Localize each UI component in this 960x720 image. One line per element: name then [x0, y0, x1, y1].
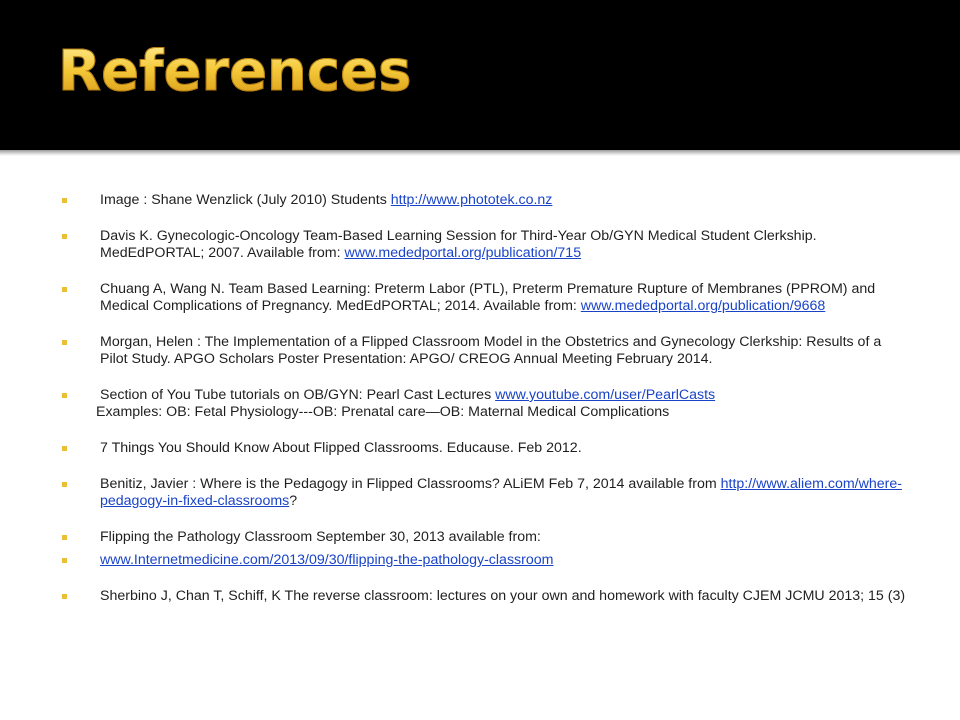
reference-text: Flipping the Pathology Classroom September 30, 2013 available from: — [100, 529, 541, 545]
reference-link[interactable]: http://www.aliem.com/where-pedagogy-in-fixed-classrooms — [100, 476, 902, 509]
reference-text: Image : Shane Wenzlick (July 2010) Students — [100, 192, 391, 208]
reference-text: Benitiz, Javier : Where is the Pedagogy in Flipped Classrooms? ALiEM Feb 7, 2014 available from — [100, 476, 721, 492]
reference-item — [62, 440, 912, 457]
reference-link[interactable]: www.youtube.com/user/PearlCasts — [495, 387, 716, 403]
slide-title: References — [58, 39, 412, 104]
title-bar — [0, 0, 960, 150]
square-bullet-icon — [62, 594, 67, 599]
references-list — [62, 192, 912, 605]
header-divider — [0, 150, 960, 156]
reference-link[interactable]: www.mededportal.org/publication/9668 — [580, 298, 826, 314]
square-bullet-icon — [62, 558, 67, 563]
square-bullet-icon — [62, 535, 67, 540]
reference-item — [62, 228, 912, 262]
square-bullet-icon — [62, 234, 67, 239]
reference-text: Davis K. Gynecologic-Oncology Team-Based Learning Session for Third-Year Ob/GYN Medical Student Clerkship. MedEdPORTAL; 2007. Available from: — [100, 228, 817, 261]
reference-text: 7 Things You Should Know About Flipped Classrooms. Educause. Feb 2012. — [100, 440, 582, 456]
reference-link[interactable]: http://www.phototek.co.nz — [390, 192, 553, 208]
reference-text: Sherbino J, Chan T, Schiff, K The reverse classroom: lectures on your own and homework with faculty CJEM JCMU 2013; 15 (3) — [100, 588, 906, 604]
square-bullet-icon — [62, 393, 67, 398]
reference-note: Examples: OB: Fetal Physiology---OB: Prenatal care—OB: Maternal Medical Complications — [96, 404, 670, 420]
reference-item — [62, 588, 912, 605]
reference-link[interactable]: www.Internetmedicine.com/2013/09/30/flipping-the-pathology-classroom — [100, 552, 554, 568]
reference-item — [62, 552, 912, 569]
square-bullet-icon — [62, 446, 67, 451]
reference-item — [62, 281, 912, 315]
reference-text: Chuang A, Wang N. Team Based Learning: Preterm Labor (PTL), Preterm Premature Rupture of Membranes (PPROM) and Medical Complications of Pregnancy. MedEdPORTAL; 2014. Available from: — [100, 281, 876, 314]
reference-link[interactable]: www.mededportal.org/publication/715 — [344, 245, 582, 261]
reference-text-suffix: ? — [289, 493, 298, 509]
reference-text: Section of You Tube tutorials on OB/GYN: Pearl Cast Lectures — [100, 387, 496, 403]
reference-item — [62, 192, 912, 209]
square-bullet-icon — [62, 287, 67, 292]
square-bullet-icon — [62, 340, 67, 345]
reference-item — [62, 476, 912, 510]
reference-text: Morgan, Helen : The Implementation of a Flipped Classroom Model in the Obstetrics and Gynecology Clerkship: Results of a Pilot Study. APGO Scholars Poster Presentation: APGO/ CREOG Annual Meeting February 2014. — [100, 334, 882, 367]
reference-item — [62, 529, 912, 546]
reference-item — [62, 387, 912, 421]
square-bullet-icon — [62, 482, 67, 487]
square-bullet-icon — [62, 198, 67, 203]
reference-item — [62, 334, 912, 368]
